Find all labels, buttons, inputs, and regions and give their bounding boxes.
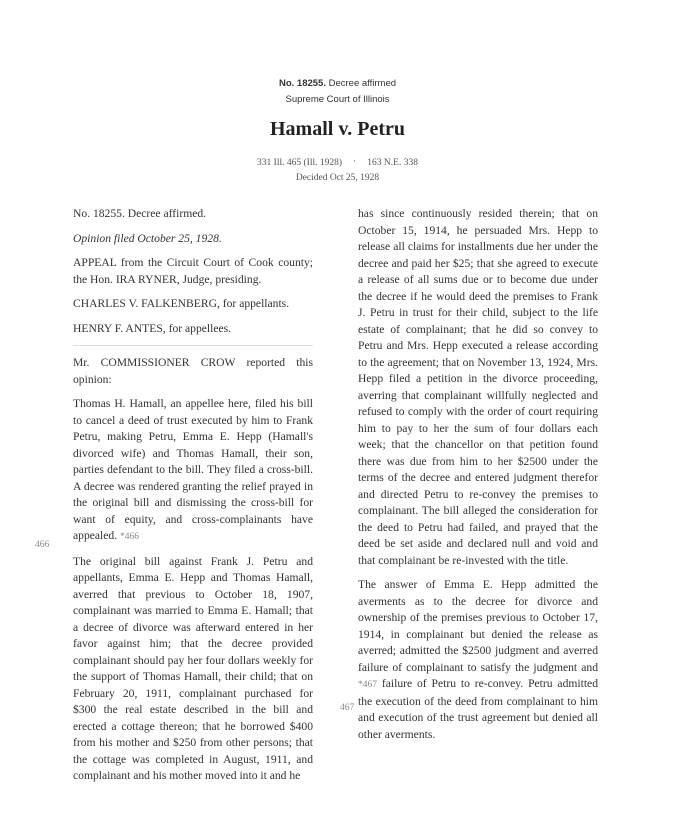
citation-separator: ': [354, 159, 356, 167]
star-page-467: *467: [358, 680, 377, 690]
appellants-counsel: CHARLES V. FALKENBERG, for appellants.: [73, 297, 290, 310]
disposition: Decree affirmed: [328, 78, 397, 89]
docket-number: 18255.: [296, 78, 326, 89]
star-page-466: *466: [120, 532, 139, 542]
body-paragraph: The answer of Emma E. Hepp admitted the averments as to the decree for divorce and ownership of the premises previous to October 17, 1914, in complainant but denied the release as averred; admitted the $2500 judgment and averred failure of complainant to satisfy the judgment and *467 failure of Petru to re-convey. Petru admitted the execution of the deed from complainant to him and execution of the trust agreement but denied all other averments.: [358, 578, 598, 741]
citation-2: 163 N.E. 338: [367, 158, 418, 168]
filed-paragraph: Opinion filed October 25, 1928.: [73, 231, 222, 245]
docket-line: [0, 76, 675, 92]
body-paragraph: Thomas H. Hamall, an appellee here, filed his bill to cancel a deed of trust executed by him to Frank Petru, making Petru, Emma E. Hepp (Hamall's divorced wife) and Thomas Hamall, their son, parties defendant to the bill. They filed a cross-bill. A decree was rendered granting the relief prayed in the original bill and dismissing the cross-bill for want of equity, and cross-complainants have appealed. *466: [73, 397, 313, 542]
appellees-counsel: HENRY F. ANTES, for appellees.: [73, 321, 232, 335]
decided-date: Decided Oct 25, 1928: [295, 173, 380, 183]
right-column: [358, 206, 598, 751]
court-name: Supreme Court of Illinois: [285, 94, 390, 105]
page-number-467: 467: [340, 703, 355, 713]
case-meta: [0, 76, 675, 108]
page-number-466: 466: [35, 540, 50, 550]
citations: [0, 156, 675, 186]
body-paragraph: has since continuously resided therein; that on October 15, 1914, he persuaded Mrs. Hepp to release all claims for installments due her under the decree and paid her $25; that she agreed to execute a release of all sums due or to become due under the decree if he would deed the premises to Frank J. Petru in trust for their child, subject to the life estate of complainant; that he did so convey to Petru and Mrs. Hepp executed a release according to the agreement; that on November 13, 1924, Mrs. Hepp filed a petition in the divorce proceeding, averring that complainant willfully neglected and refused to comply with the order of court requiring him to pay to her the sum of four dollars each week; that the chancellor on that petition found there was due from him to her $2500 under the terms of the decree and entered judgment therefor and directed Petru to re-convey the premises to complainant. The bill alleged the consideration for the deed to Petru had failed, and prayed that the deed be set aside and declared null and void and that complainant be re-invested with the title.: [358, 207, 598, 567]
opinion-intro: Mr. COMMISSIONER CROW reported this opinion:: [73, 356, 313, 386]
divider: [73, 345, 313, 346]
docket-paragraph: No. 18255. Decree affirmed.: [73, 207, 207, 220]
case-title: Hamall v. Petru: [270, 118, 405, 140]
citation-1: 331 Ill. 465 (Ill. 1928): [257, 158, 343, 168]
docket-prefix: No.: [278, 78, 295, 89]
appeal-paragraph: APPEAL from the Circuit Court of Cook county; the Hon. IRA RYNER, Judge, presiding.: [73, 256, 313, 286]
left-column: [73, 206, 313, 793]
body-paragraph: The original bill against Frank J. Petru and appellants, Emma E. Hepp and Thomas Hamall, averred that previous to October 18, 1907, complainant was married to Emma E. Hamall; that a decree of divorce was afterward entered in her favor against him; that the decree provided complainant should pay her four dollars weekly for the support of Thomas Hamall, their child; that on February 20, 1911, complainant purchased for $300 the real estate described in the bill and erected a cottage thereon; that he borrowed $400 from his mother and $250 from other persons; that the cottage was completed in August, 1911, and complainant and his mother moved into it and he: [73, 554, 313, 782]
